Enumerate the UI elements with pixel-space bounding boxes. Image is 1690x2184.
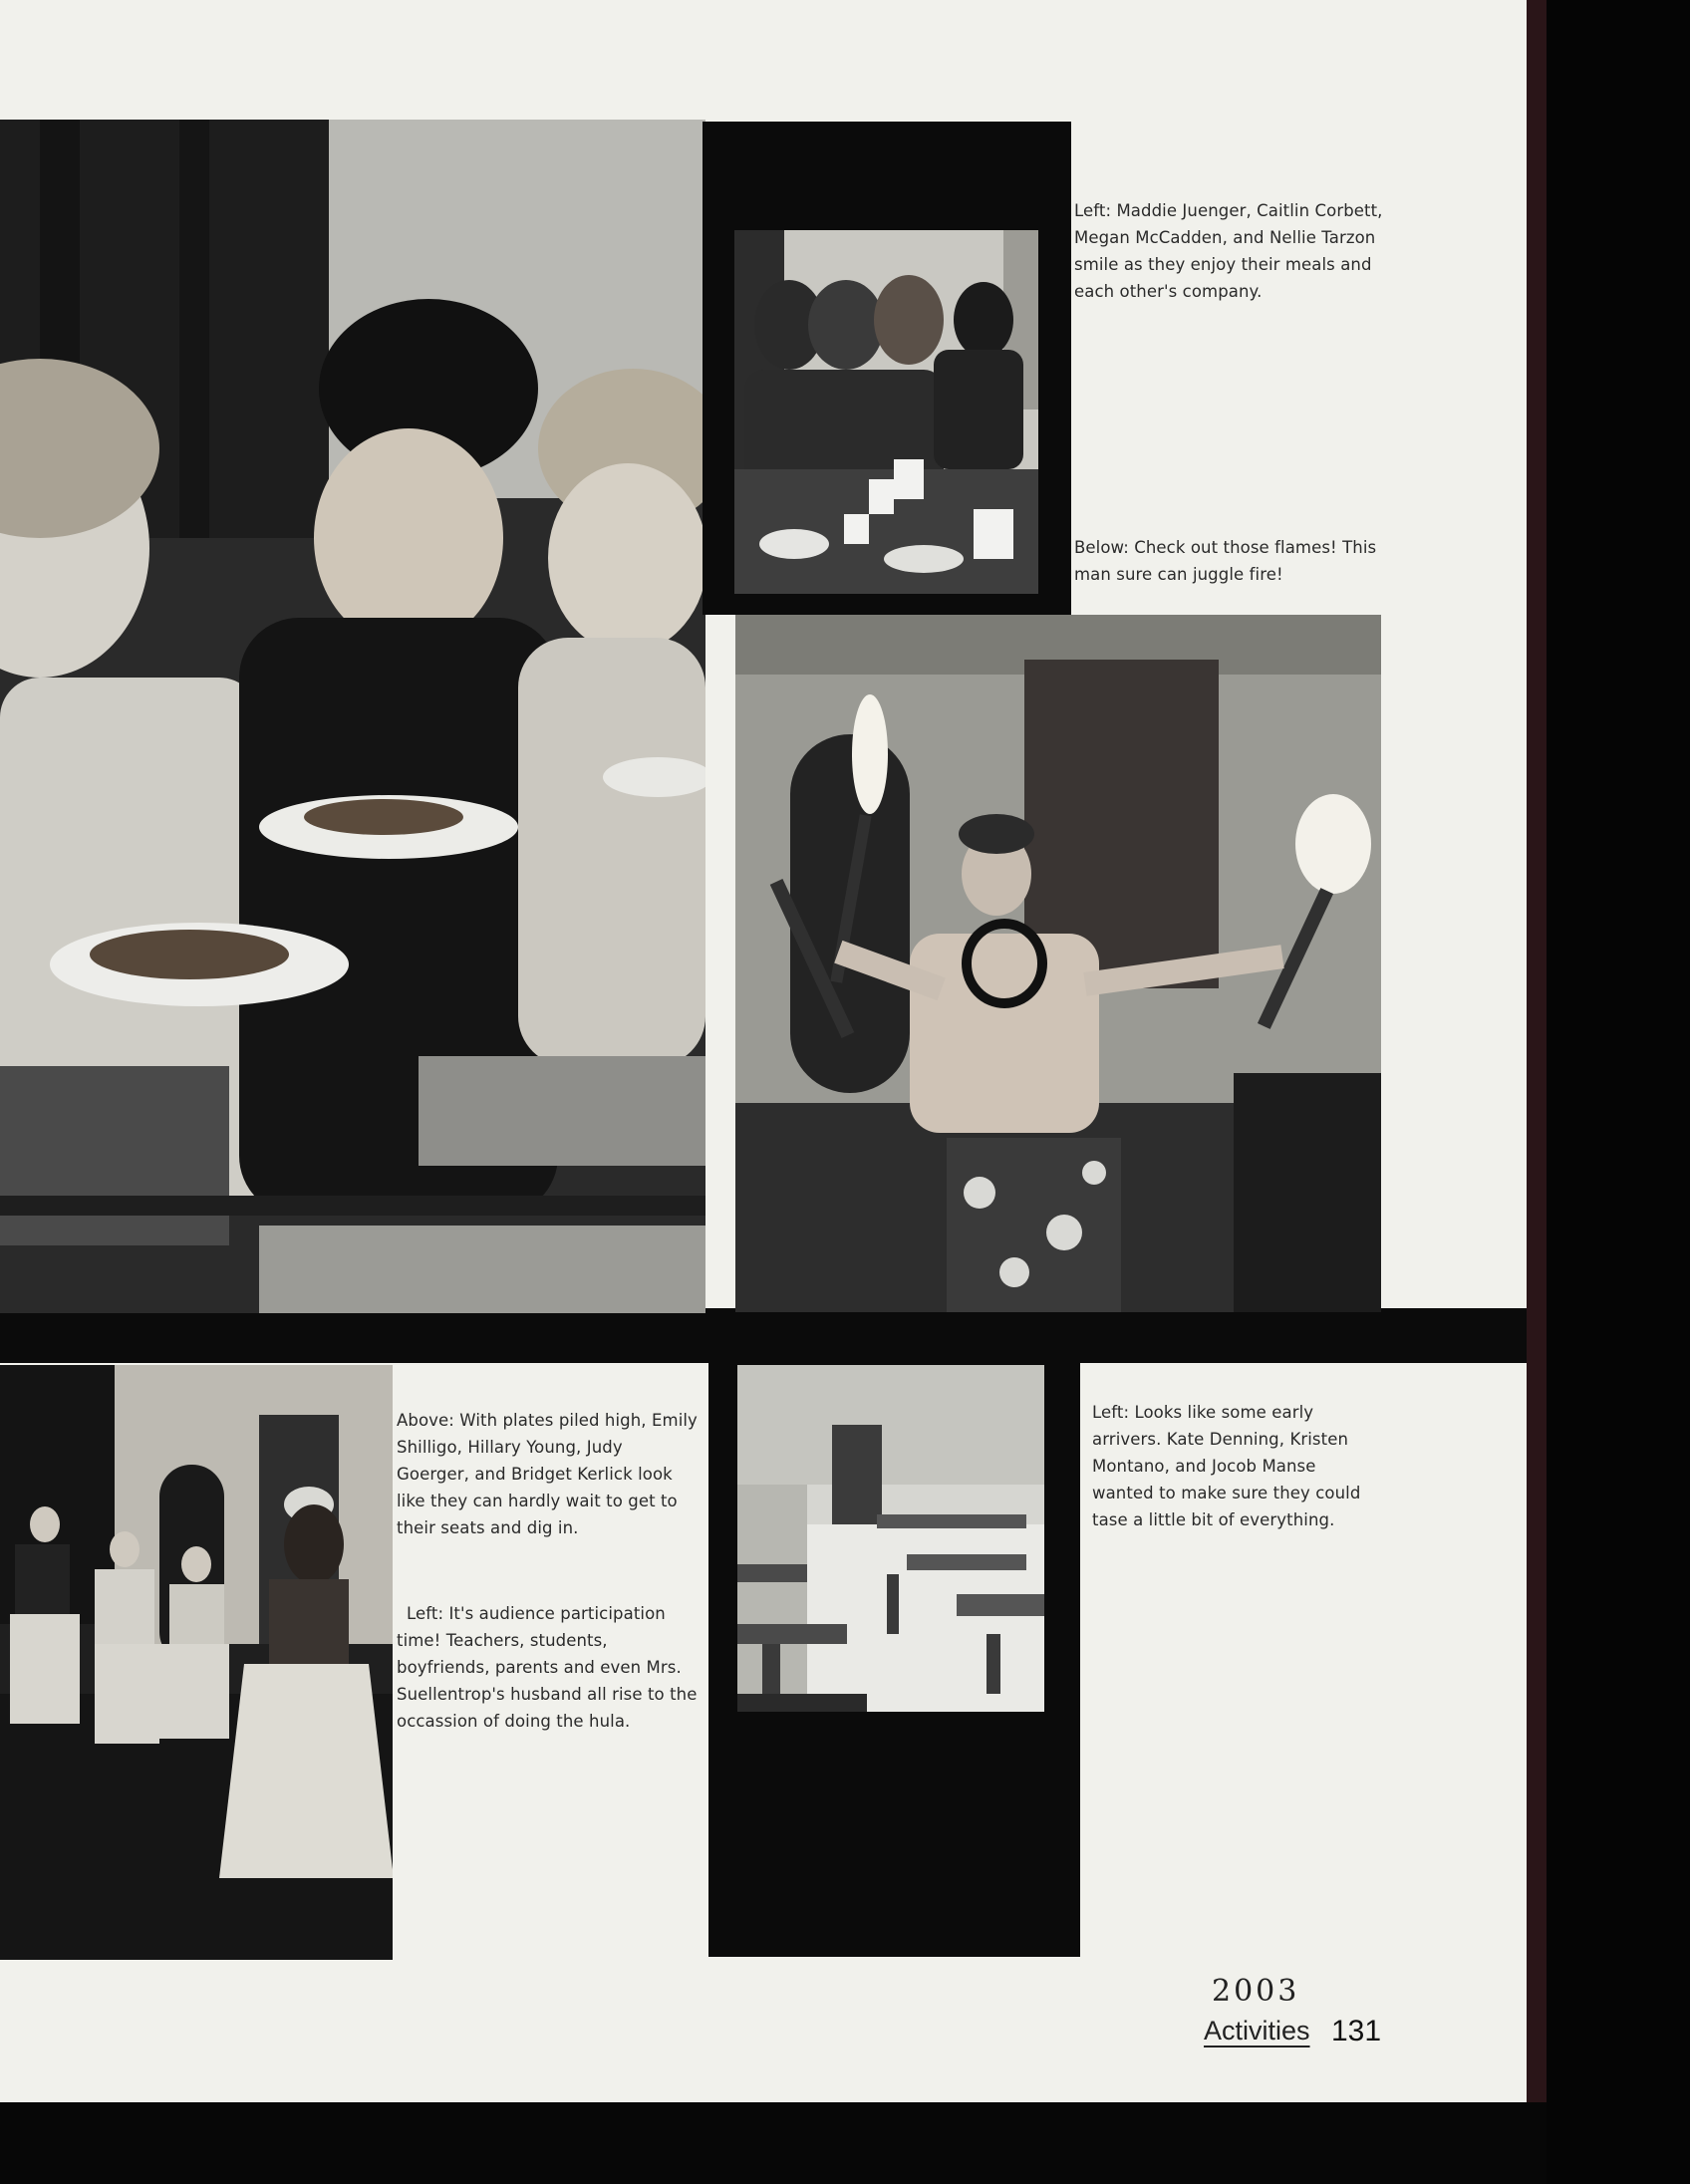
- caption-dinner-table: [1074, 197, 1403, 305]
- caption-fire-juggler: [1074, 534, 1391, 588]
- photo-fire-juggler: [735, 615, 1381, 1312]
- page-number: 131: [1331, 2015, 1382, 2048]
- photo-early-arrivers: [737, 1365, 1044, 1712]
- caption-buffet-line: [397, 1407, 698, 1541]
- caption-fire-juggler-text: Below: Check out those flames! This man sure can juggle fire!: [1074, 538, 1377, 584]
- caption-dinner-table-text: Left: Maddie Juenger, Caitlin Corbett, Megan McCadden, and Nellie Tarzon smile as they enjoy their meals and each other's company.: [1074, 201, 1383, 301]
- black-band: [0, 1308, 1527, 1363]
- photo-buffet-line: [0, 120, 705, 1313]
- photo-hula: [0, 1365, 393, 1960]
- yearbook-year: 2003: [1212, 1974, 1300, 2009]
- photo-dinner-table: [734, 230, 1038, 594]
- caption-buffet-line-text: Above: With plates piled high, Emily Shilligo, Hillary Young, Judy Goerger, and Bridget Kerlick look like they can hardly wait to get to their seats and dig in.: [397, 1411, 698, 1537]
- section-title: Activities: [1204, 2016, 1310, 2046]
- page-edge: [1527, 0, 1547, 2102]
- caption-early-arrivers-text: Left: Looks like some early arrivers. Kate Denning, Kristen Montano, and Jocob Manse wanted to make sure they could tase a little bit of everything.: [1092, 1403, 1361, 1529]
- caption-hula: [397, 1600, 698, 1735]
- scan-background: [1547, 0, 1690, 2184]
- caption-early-arrivers: [1092, 1399, 1377, 1533]
- caption-hula-text: Left: It's audience participation time! Teachers, students, boyfriends, parents and even Mrs. Suellentrop's husband all rise to the occassion of doing the hula.: [397, 1604, 698, 1731]
